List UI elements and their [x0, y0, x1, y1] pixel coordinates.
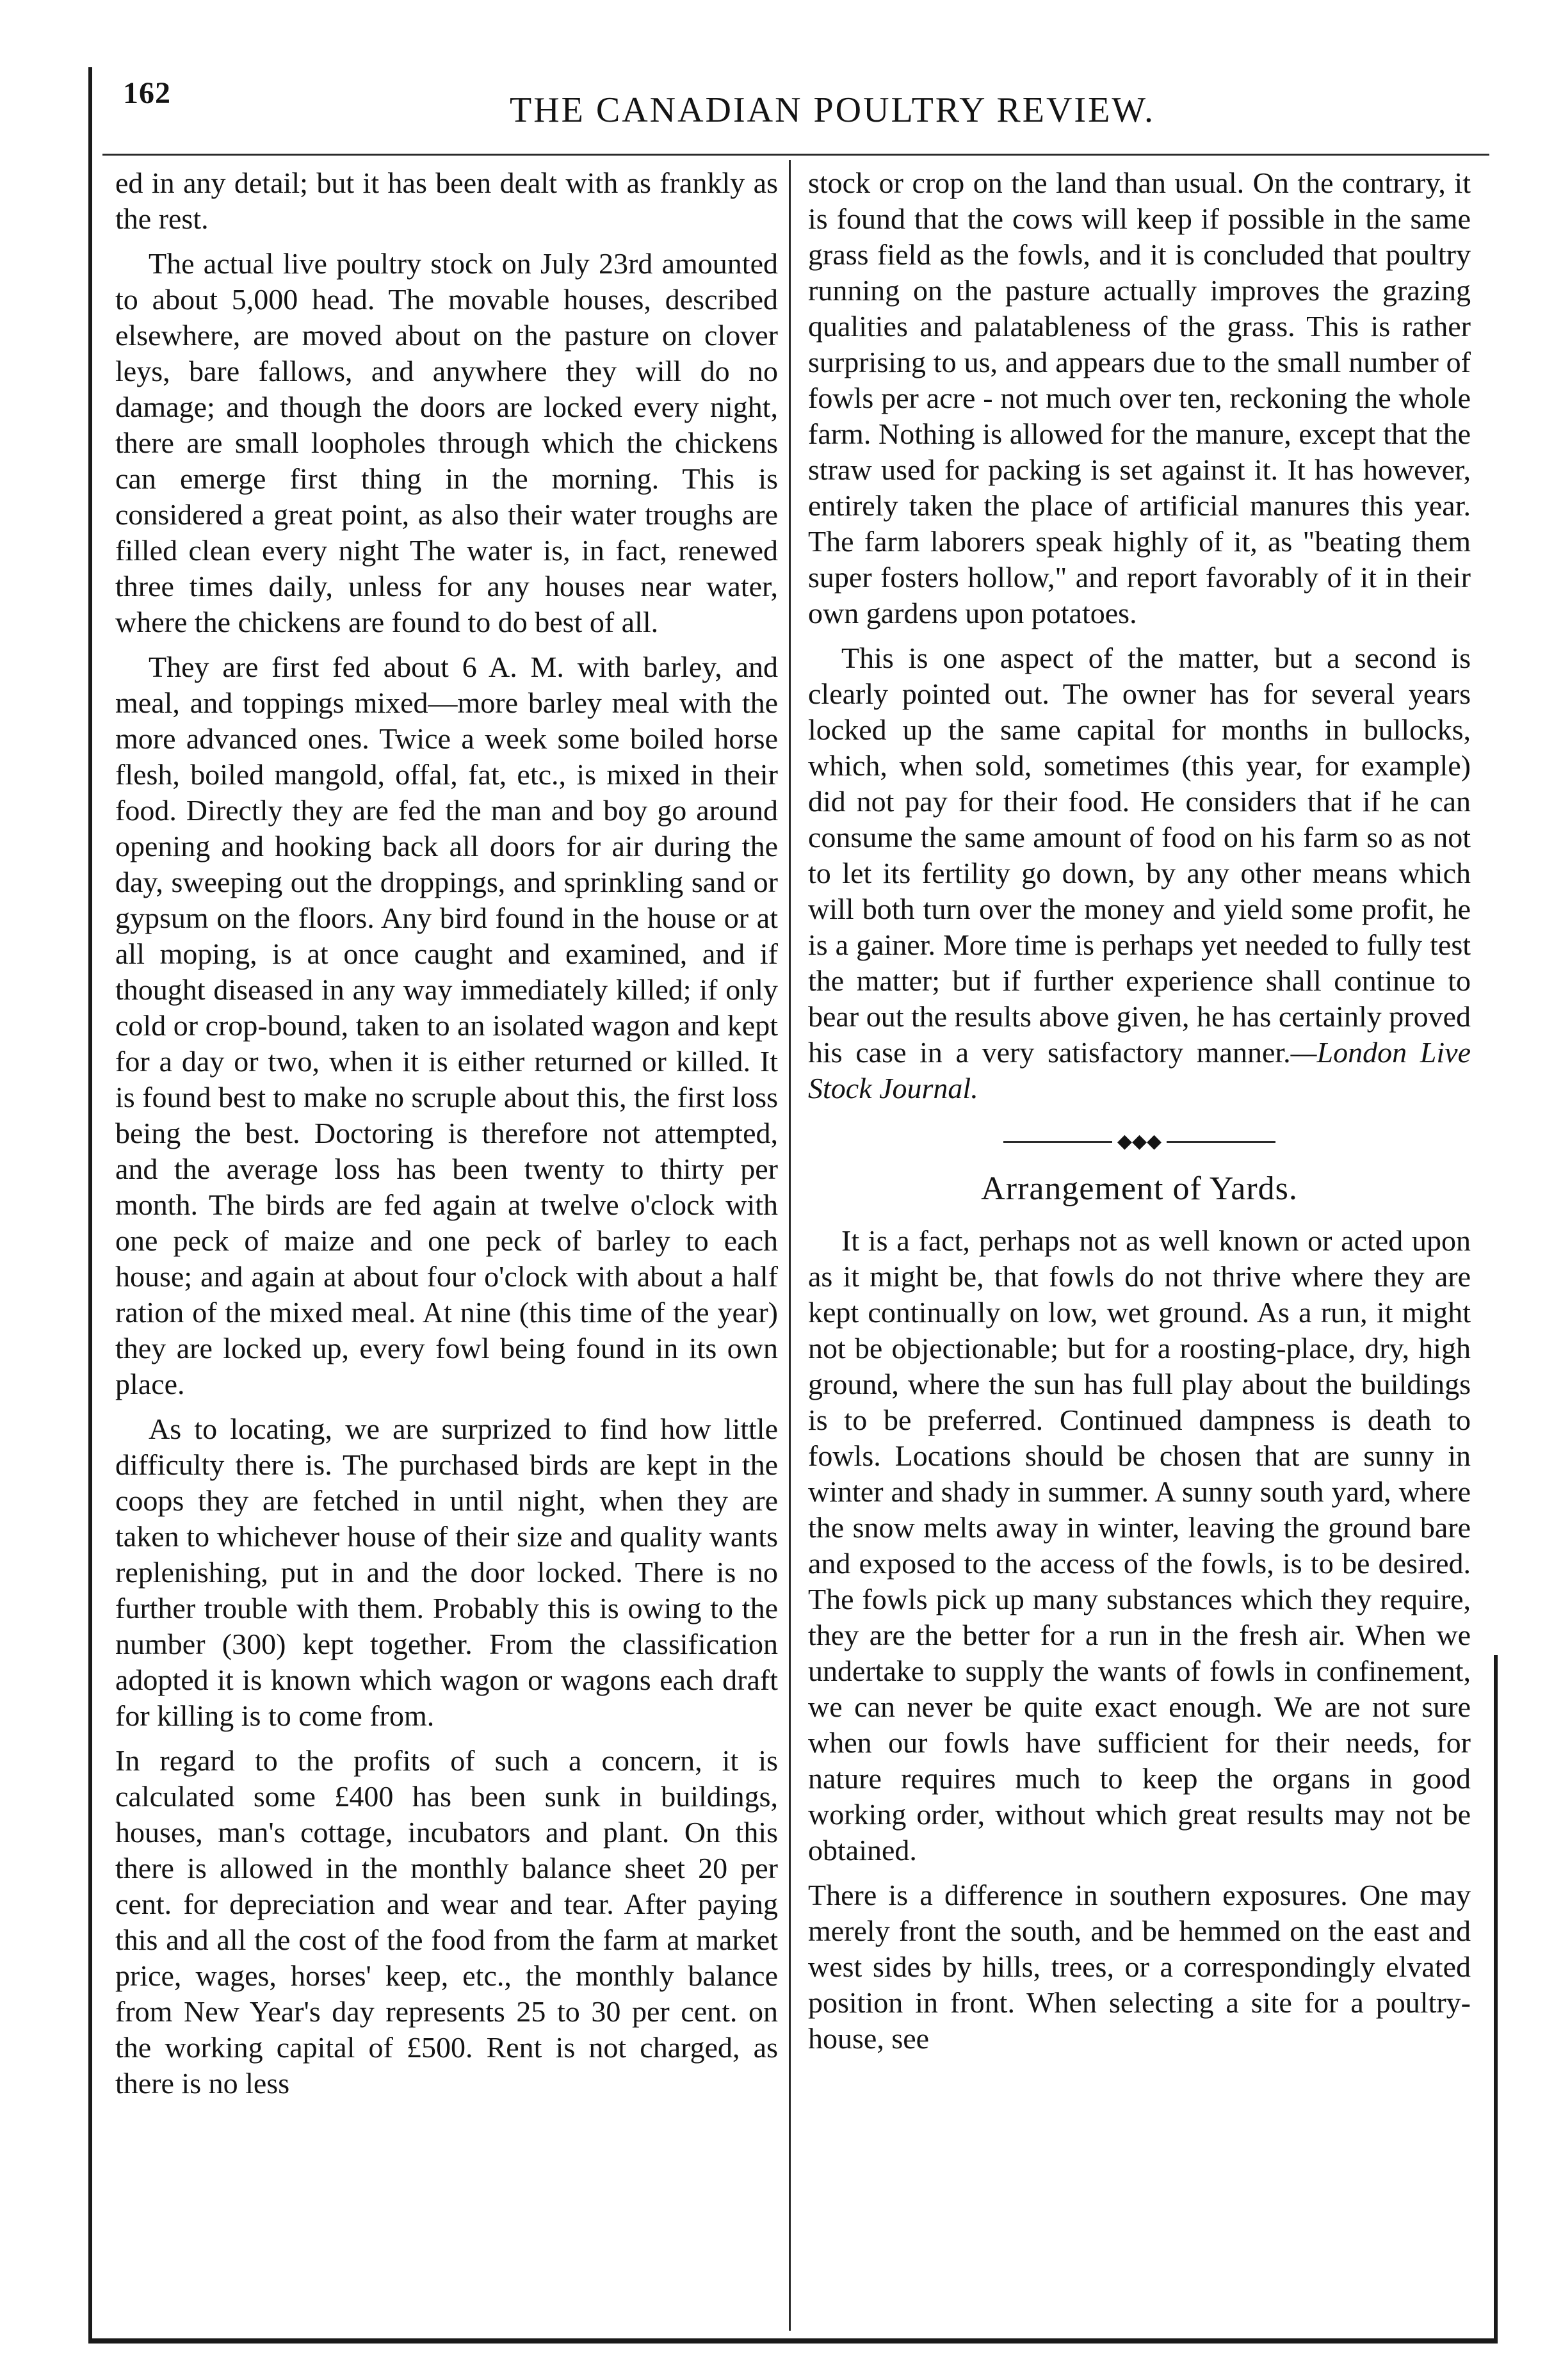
ornament-icon: ◆◆◆ [1117, 1131, 1162, 1152]
divider-line [1003, 1141, 1112, 1143]
page-border-bottom [88, 2338, 1498, 2344]
paragraph [808, 640, 1471, 1106]
running-title: THE CANADIAN POULTRY REVIEW. [510, 90, 1155, 130]
column-divider [789, 160, 791, 2331]
paragraph: In regard to the profits of such a concern, it is calculated some £400 has been sunk in buildings, houses, man's cottage, incubators and plant. On this there is allowed in the monthly balance sheet 20 per cent. for depreciation and wear and tear. After paying this and all the cost of the food from the farm at market price, wages, horses' keep, etc., the monthly balance from New Year's day represents 25 to 30 per cent. on the working capital of £500. Rent is not charged, as there is no less [115, 1744, 778, 2100]
paragraph: It is a fact, perhaps not as well known or acted upon as it might be, that fowls do not thrive where they are kept continually on low, wet ground. As a run, it might not be objectionable; but for a roosting-place, dry, high ground, where the sun has full play about the buildings is to be preferred. Continued dampness is death to fowls. Locations should be chosen that are sunny in winter and shady in summer. A sunny south yard, where the snow melts away in winter, leaving the ground bare and exposed to the access of the fowls, is to be desired. The fowls pick up many substances which they require, they are the better for a run in the fresh air. When we undertake to supply the wants of fowls in confinement, we can never be quite exact enough. We are not sure when our fowls have sufficient for their needs, for nature requires much to keep the organs in good working order, without which great results may not be obtained. [808, 1224, 1471, 1866]
left-column [115, 165, 778, 2101]
page-number: 162 [123, 76, 171, 110]
paragraph-text: This is one aspect of the matter, but a second is clearly pointed out. The owner has for several years locked up the same capital for months in bullocks, which, when sold, sometimes (this year, for example) did not pay for their food. He considers that if he can consume the same amount of food on his farm so as not to let its fertility go down, by any other means which will both turn over the money and yield some profit, he is a gainer. More time is perhaps yet needed to fully test the matter; but if further experience shall continue to bear out the results above given, he has certainly proved his case in a very satisfactory manner. [808, 642, 1471, 1069]
page-border-right [1494, 1655, 1498, 2344]
paragraph: There is a difference in southern exposures. One may merely front the south, and be hemmed on the east and west sides by hills, trees, or a correspondingly elvated position in front. When selecting a site for a poultry-house, see [808, 1879, 1471, 2055]
source-credit: —London Live Stock Journal. [808, 1036, 1471, 1105]
paragraph: The actual live poultry stock on July 23rd amounted to about 5,000 head. The movable houses, described elsewhere, are moved about on the pasture on clover leys, bare fallows, and anywhere they will do no damage; and though the doors are locked every night, there are small loopholes through which the chickens can emerge first thing in the morning. This is considered a great point, as also their water troughs are filled clean every night The water is, in fact, renewed three times daily, unless for any houses near water, where the chickens are found to do best of all. [115, 247, 778, 638]
paragraph: ed in any detail; but it has been dealt with as frankly as the rest. [115, 166, 778, 235]
page-border-left [88, 67, 92, 2344]
header-rule [102, 154, 1489, 156]
paragraph: stock or crop on the land than usual. On the contrary, it is found that the cows will keep if possible in the same grass field as the fowls, and it is concluded that poultry running on the pasture actually improves the grazing qualities and palatableness of the grass. This is rather surprising to us, and appears due to the small number of fowls per acre - not much over ten, reckoning the whole farm. Nothing is allowed for the manure, except that the straw used for packing is set against it. It has however, entirely taken the place of artificial manures this year. The farm laborers speak highly of it, as "beating them super fosters hollow," and report favorably of it in their own gardens upon potatoes. [808, 166, 1471, 629]
section-divider [808, 1132, 1471, 1151]
paragraph: As to locating, we are surprized to find how little difficulty there is. The purchased birds are kept in the coops they are fetched in until night, when they are taken to whichever house of their size and quality wants replenishing, put in and the door locked. There is no further trouble with them. Probably this is owing to the number (300) kept together. From the classification adopted it is known which wagon or wagons each draft for killing is to come from. [115, 1413, 778, 1732]
right-column [808, 165, 1471, 2057]
paragraph: They are first fed about 6 A. M. with barley, and meal, and toppings mixed—more barley meal with the more advanced ones. Twice a week some boiled horse flesh, boiled mangold, offal, fat, etc., is mixed in their food. Directly they are fed the man and boy go around opening and hooking back all doors for air during the day, sweeping out the droppings, and sprinkling sand or gypsum on the floors. Any bird found in the house or at all moping, is at once caught and examined, and if thought diseased in any way immediately killed; if only cold or crop-bound, taken to an isolated wagon and kept for a day or two, when it is either returned or killed. It is found best to make no scruple about this, the first loss being the best. Doctoring is therefore not attempted, and the average loss has been twenty to thirty per month. The birds are fed again at twelve o'clock with one peck of maize and one peck of barley to each house; and again at about four o'clock with about a half ration of the mixed meal. At nine (this time of the year) they are locked up, every fowl being found in its own place. [115, 651, 778, 1400]
section-title: Arrangement of Yards. [981, 1170, 1298, 1207]
divider-line [1167, 1141, 1275, 1143]
